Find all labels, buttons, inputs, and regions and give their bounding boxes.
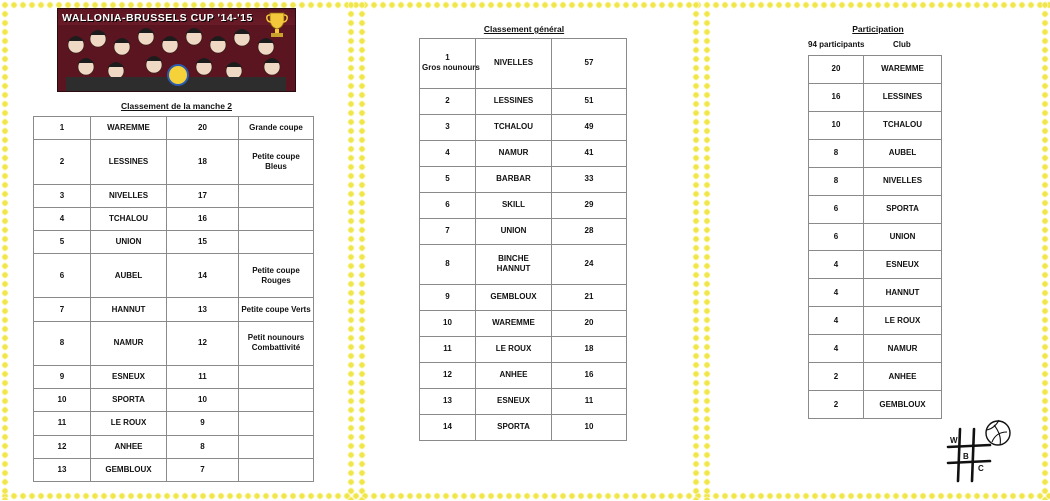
participation-table <box>808 55 942 419</box>
participant-count-cell: 4 <box>809 335 864 363</box>
rank-cell: 3 <box>34 184 91 207</box>
prize-cell: Petite coupe Bleus <box>239 140 314 184</box>
points-cell: 49 <box>552 114 627 140</box>
star-border-divider-3 <box>691 0 701 500</box>
team-photo-illustration <box>58 25 295 91</box>
points-cell: 24 <box>552 244 627 284</box>
points-cell: 15 <box>167 230 239 253</box>
manche-row <box>34 184 314 207</box>
participation-title: Participation <box>852 24 904 34</box>
points-cell: 17 <box>167 184 239 207</box>
points-cell: 14 <box>167 254 239 298</box>
rank-cell <box>420 192 476 218</box>
rank-cell: 6 <box>34 254 91 298</box>
points-cell: 11 <box>167 365 239 388</box>
club-column-label: Club <box>893 40 911 49</box>
rank-cell: 11 <box>34 412 91 435</box>
participant-count-cell: 2 <box>809 391 864 419</box>
manche-row <box>34 207 314 230</box>
rank-cell: 10 <box>34 389 91 412</box>
club-cell: GEMBLOUX <box>91 458 167 481</box>
club-cell: NIVELLES <box>476 39 552 89</box>
rank-value: 6 <box>445 200 450 210</box>
rank-cell <box>420 166 476 192</box>
wbc-letter-b: B <box>963 452 969 461</box>
general-row <box>420 414 627 440</box>
rank-value: 4 <box>445 148 450 158</box>
participation-row <box>809 279 942 307</box>
club-cell: ESNEUX <box>476 388 552 414</box>
participation-row <box>809 363 942 391</box>
prize-cell <box>239 230 314 253</box>
rank-cell <box>420 284 476 310</box>
rank-value: 5 <box>445 174 450 184</box>
trophy-icon <box>265 11 289 39</box>
general-ranking-table <box>419 38 627 441</box>
participation-row <box>809 111 942 139</box>
points-cell: 33 <box>552 166 627 192</box>
club-cell: HANNUT <box>91 298 167 321</box>
points-cell: 21 <box>552 284 627 310</box>
club-cell: SPORTA <box>864 195 942 223</box>
club-cell: WAREMME <box>476 310 552 336</box>
participant-count-cell: 4 <box>809 279 864 307</box>
participant-count-cell: 6 <box>809 195 864 223</box>
rank-value: 1 <box>445 53 450 63</box>
club-cell: UNION <box>91 230 167 253</box>
manche-row <box>34 298 314 321</box>
club-cell: NAMUR <box>476 140 552 166</box>
general-row <box>420 284 627 310</box>
general-row <box>420 88 627 114</box>
participant-count-cell: 4 <box>809 251 864 279</box>
points-cell: 12 <box>167 321 239 365</box>
club-cell: NAMUR <box>864 335 942 363</box>
rank-cell: 7 <box>34 298 91 321</box>
general-row <box>420 39 627 89</box>
prize-cell <box>239 435 314 458</box>
prize-cell: Grande coupe <box>239 117 314 140</box>
participant-count-cell: 8 <box>809 139 864 167</box>
rank-cell <box>420 362 476 388</box>
star-border-divider-4 <box>702 0 712 500</box>
club-cell: SPORTA <box>476 414 552 440</box>
points-cell: 8 <box>167 435 239 458</box>
prize-cell <box>239 365 314 388</box>
club-cell: WAREMME <box>91 117 167 140</box>
prize-cell <box>239 412 314 435</box>
participants-count-label: 94 participants <box>808 40 865 49</box>
club-cell: GEMBLOUX <box>476 284 552 310</box>
participant-count-cell: 20 <box>809 56 864 84</box>
rank-cell <box>420 336 476 362</box>
points-cell: 13 <box>167 298 239 321</box>
club-cell: UNION <box>476 218 552 244</box>
general-row <box>420 218 627 244</box>
manche-row <box>34 140 314 184</box>
rank-value: 9 <box>445 292 450 302</box>
points-cell: 18 <box>167 140 239 184</box>
participation-row <box>809 223 942 251</box>
club-cell: BARBAR <box>476 166 552 192</box>
general-title: Classement général <box>483 24 565 34</box>
manche-ranking-table <box>33 116 314 482</box>
points-cell: 16 <box>552 362 627 388</box>
prize-cell: Petit nounours Combattivité <box>239 321 314 365</box>
rank-cell: 4 <box>34 207 91 230</box>
club-cell: NIVELLES <box>864 167 942 195</box>
volleyball-in-photo-icon <box>168 65 188 85</box>
points-cell: 11 <box>552 388 627 414</box>
manche-row <box>34 117 314 140</box>
club-cell: GEMBLOUX <box>864 391 942 419</box>
club-cell: TCHALOU <box>91 207 167 230</box>
rank-note: Gros nounours <box>422 63 480 73</box>
wbc-letter-w: W <box>950 436 958 445</box>
club-cell: ANHEE <box>91 435 167 458</box>
volleyball-icon <box>986 420 1010 445</box>
general-row <box>420 192 627 218</box>
participant-count-cell: 10 <box>809 111 864 139</box>
manche-row <box>34 458 314 481</box>
points-cell: 10 <box>552 414 627 440</box>
points-cell: 9 <box>167 412 239 435</box>
rank-value: 7 <box>445 226 450 236</box>
club-cell: AUBEL <box>864 139 942 167</box>
prize-cell <box>239 389 314 412</box>
rank-cell <box>420 218 476 244</box>
manche-row <box>34 254 314 298</box>
points-cell: 41 <box>552 140 627 166</box>
wbc-letter-c: C <box>978 464 984 473</box>
manche-row <box>34 412 314 435</box>
general-row <box>420 166 627 192</box>
club-cell: LE ROUX <box>864 307 942 335</box>
prize-cell <box>239 207 314 230</box>
manche-row <box>34 321 314 365</box>
rank-cell: 5 <box>34 230 91 253</box>
star-border-divider-2 <box>357 0 367 500</box>
general-row <box>420 244 627 284</box>
general-row <box>420 310 627 336</box>
rank-value: 3 <box>445 122 450 132</box>
rank-cell: 12 <box>34 435 91 458</box>
tournament-banner <box>57 8 296 92</box>
rank-value: 10 <box>443 318 452 328</box>
manche-title: Classement de la manche 2 <box>120 101 233 111</box>
banner-title: WALLONIA-BRUSSELS CUP '14-'15 <box>62 12 253 24</box>
points-cell: 20 <box>552 310 627 336</box>
points-cell: 20 <box>167 117 239 140</box>
participant-count-cell: 4 <box>809 307 864 335</box>
club-cell: WAREMME <box>864 56 942 84</box>
rank-value: 12 <box>443 370 452 380</box>
participation-row <box>809 195 942 223</box>
participant-count-cell: 6 <box>809 223 864 251</box>
rank-cell <box>420 39 480 89</box>
club-cell: BINCHE HANNUT <box>476 244 552 284</box>
prize-cell: Petite coupe Verts <box>239 298 314 321</box>
club-cell: ANHEE <box>864 363 942 391</box>
club-cell: UNION <box>864 223 942 251</box>
rank-cell: 2 <box>34 140 91 184</box>
club-cell: LE ROUX <box>476 336 552 362</box>
participation-row <box>809 391 942 419</box>
club-cell: LESSINES <box>91 140 167 184</box>
points-cell: 29 <box>552 192 627 218</box>
participation-row <box>809 83 942 111</box>
rank-cell <box>420 388 476 414</box>
rank-value: 14 <box>443 422 452 432</box>
prize-cell: Petite coupe Rouges <box>239 254 314 298</box>
general-row <box>420 336 627 362</box>
rank-cell <box>420 310 476 336</box>
club-cell: SPORTA <box>91 389 167 412</box>
points-cell: 16 <box>167 207 239 230</box>
rank-cell <box>420 114 476 140</box>
club-cell: SKILL <box>476 192 552 218</box>
points-cell: 18 <box>552 336 627 362</box>
wbc-logo <box>944 419 1012 485</box>
prize-cell <box>239 458 314 481</box>
star-border-right <box>1040 0 1050 500</box>
club-cell: LE ROUX <box>91 412 167 435</box>
points-cell: 57 <box>552 39 627 89</box>
rank-value: 13 <box>443 396 452 406</box>
rank-cell: 1 <box>34 117 91 140</box>
star-border-divider-1 <box>346 0 356 500</box>
participant-count-cell: 16 <box>809 83 864 111</box>
participant-count-cell: 8 <box>809 167 864 195</box>
rank-cell: 8 <box>34 321 91 365</box>
participation-row <box>809 251 942 279</box>
rank-value: 8 <box>445 259 450 269</box>
club-cell: HANNUT <box>864 279 942 307</box>
rank-cell <box>420 244 476 284</box>
rank-cell: 13 <box>34 458 91 481</box>
points-cell: 10 <box>167 389 239 412</box>
points-cell: 28 <box>552 218 627 244</box>
rank-value: 2 <box>445 96 450 106</box>
participation-row <box>809 335 942 363</box>
club-cell: LESSINES <box>864 83 942 111</box>
participation-row <box>809 139 942 167</box>
participation-row <box>809 56 942 84</box>
manche-row <box>34 389 314 412</box>
club-cell: ESNEUX <box>864 251 942 279</box>
club-cell: NAMUR <box>91 321 167 365</box>
manche-row <box>34 365 314 388</box>
participation-row <box>809 167 942 195</box>
rank-cell <box>420 88 476 114</box>
manche-row <box>34 435 314 458</box>
points-cell: 7 <box>167 458 239 481</box>
club-cell: LESSINES <box>476 88 552 114</box>
points-cell: 51 <box>552 88 627 114</box>
participant-count-cell: 2 <box>809 363 864 391</box>
participation-row <box>809 307 942 335</box>
club-cell: AUBEL <box>91 254 167 298</box>
prize-cell <box>239 184 314 207</box>
rank-value: 11 <box>443 344 452 354</box>
rank-cell <box>420 140 476 166</box>
club-cell: ANHEE <box>476 362 552 388</box>
rank-cell <box>420 414 476 440</box>
club-cell: NIVELLES <box>91 184 167 207</box>
star-border-left <box>0 0 10 500</box>
club-cell: ESNEUX <box>91 365 167 388</box>
manche-row <box>34 230 314 253</box>
general-row <box>420 362 627 388</box>
club-cell: TCHALOU <box>476 114 552 140</box>
rank-cell: 9 <box>34 365 91 388</box>
general-row <box>420 140 627 166</box>
general-row <box>420 114 627 140</box>
club-cell: TCHALOU <box>864 111 942 139</box>
general-row <box>420 388 627 414</box>
